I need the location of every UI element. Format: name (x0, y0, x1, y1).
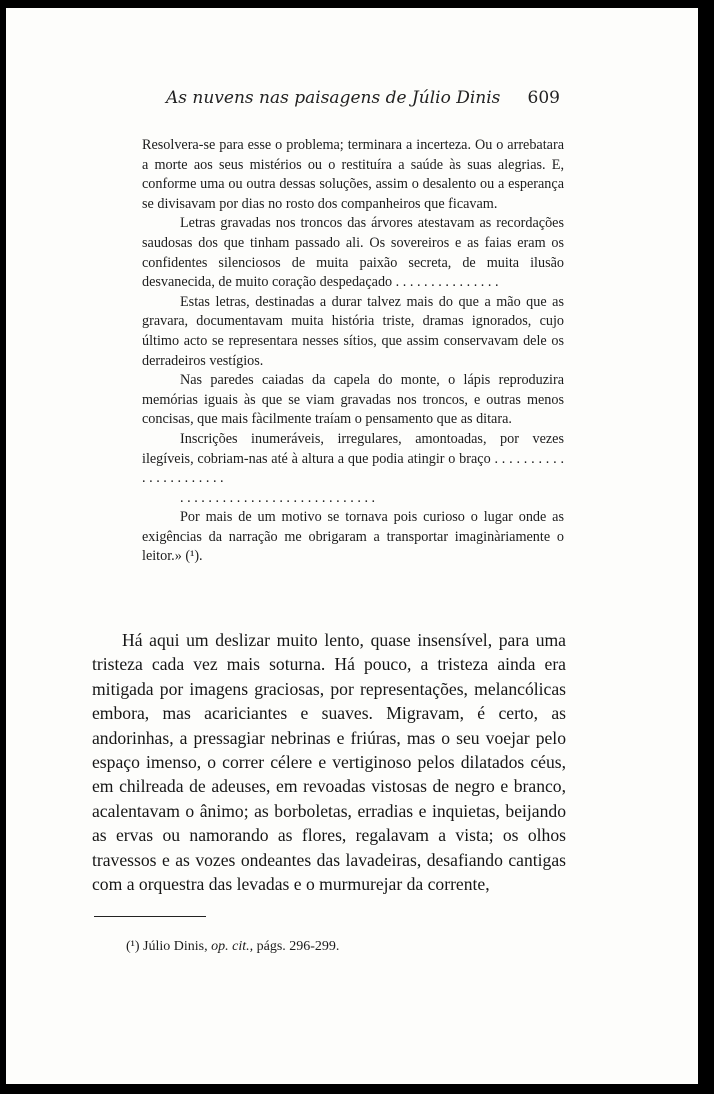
quote-paragraph-5: Inscrições inumeráveis, irregulares, amontoadas, por vezes ilegíveis, cobriam-nas até à altura a que podia atingir o braço . . . . . . . . . . . . . . . . . . . . . . (142, 430, 564, 487)
quote-paragraph-2: Letras gravadas nos troncos das árvores atestavam as recordações saudosas dos que tinham passado ali. Os sovereiros e as faias eram os confidentes silenciosos de muita paixão secreta, de muita ilusão desvanecida, de muito coração despedaçado . . . . . . . . . . . . . . . (142, 215, 564, 291)
quote-paragraph-6: Por mais de um motivo se tornava pois curioso o lugar onde as exigências da narração me obrigaram a transportar imaginàriamente o leitor.» (¹). (142, 509, 564, 565)
footnote-divider (94, 916, 206, 917)
page-number: 609 (527, 88, 560, 108)
ellipsis-line: . . . . . . . . . . . . . . . . . . . . . . . . . . . . (180, 489, 376, 506)
quote-paragraph-3: Estas letras, destinadas a durar talvez mais do que a mão que as gravara, documentavam muita história triste, dramas ignorados, cujo último acto se representara nesses sítios, que assim conservavam dele os derradeiros vestígios. (142, 293, 564, 369)
block-quotation (142, 136, 564, 567)
running-title: As nuvens nas paisagens de Júlio Dinis (166, 88, 501, 108)
footnote-citation: op. cit., (211, 939, 254, 954)
footnote-pages: págs. 296-299. (256, 939, 340, 954)
footnote-author: Júlio Dinis, (143, 939, 208, 954)
book-page (6, 8, 698, 1084)
quote-paragraph-4: Nas paredes caiadas da capela do monte, o lápis reproduzira memórias iguais às que se viam gravadas nos troncos, e outras menos concisas, que mais fàcilmente traíam o pensamento que as ditara. (142, 372, 564, 428)
running-header (166, 88, 560, 108)
main-text (92, 628, 566, 896)
footnote (126, 939, 339, 955)
footnote-marker: (¹) (126, 939, 140, 954)
main-paragraph: Há aqui um deslizar muito lento, quase insensível, para uma tristeza cada vez mais soturna. Há pouco, a tristeza ainda era mitigada por imagens graciosas, por representações, melancólicas embora, mas acariciantes e suaves. Migravam, é certo, as andorinhas, a pressagiar nebrinas e friúras, mas o seu voejar pelo espaço imenso, o correr célere e vertiginoso pelos dilatados céus, em chilreada de adeuses, em revoadas vistosas de negro e branco, acalentavam o ânimo; as borboletas, erradias e inquietas, beijando as ervas ou namorando as flores, regalavam a vista; os olhos travessos e as vozes ondeantes das lavadeiras, desafiando cantigas com a orquestra das levadas e o murmurejar da corrente, (92, 630, 566, 895)
quote-paragraph-1: Resolvera-se para esse o problema; terminara a incerteza. Ou o arrebatara a morte aos seus mistérios ou o restituíra a saúde às suas alegrias. E, conforme uma ou outra dessas soluções, assim o desalento ou a esperança se divisavam por dias no rosto dos companheiros que ficavam. (142, 137, 564, 212)
